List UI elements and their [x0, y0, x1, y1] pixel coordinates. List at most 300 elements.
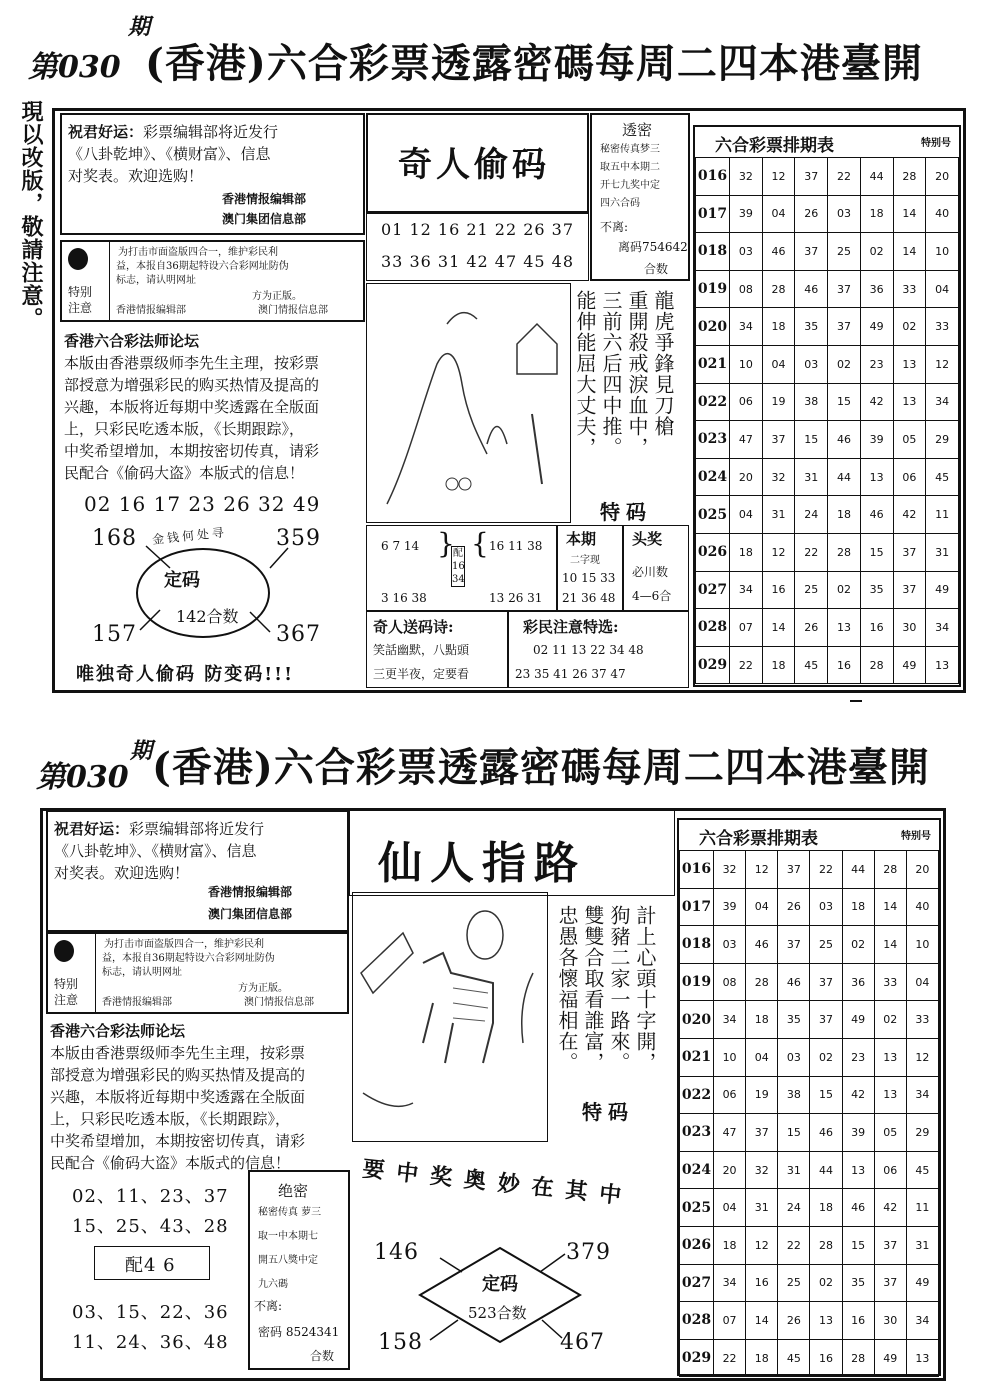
bracket-left-bottom: 3 16 38 — [381, 591, 427, 605]
schedule-cell: 35 — [795, 308, 828, 346]
schedule-cell: 18 — [762, 308, 795, 346]
bottom-notice-sign1: 香港情报编辑部 — [102, 997, 172, 1008]
this-period-box — [557, 525, 623, 611]
schedule-row-label: 021 — [696, 345, 730, 383]
schedule-cell: 23 — [842, 1038, 874, 1076]
schedule-row-label: 026 — [696, 533, 730, 571]
bottom-forum-line2: 部授意为增强彩民的购买热情及提高的 — [50, 1066, 306, 1084]
head-prize-title: 头奖 — [632, 530, 663, 548]
immortal-title-box — [349, 810, 675, 896]
schedule-cell: 24 — [795, 496, 828, 534]
schedule-cell: 29 — [906, 1114, 938, 1152]
forum-line4: 上，只彩民吃透本版，《长期跟踪》， — [64, 420, 305, 438]
schedule-cell: 49 — [860, 308, 893, 346]
group-row2: 15、25、43、28 — [72, 1216, 229, 1237]
issue-number: 第030 — [28, 50, 121, 85]
schedule-cell: 22 — [795, 533, 828, 571]
schedule-cell: 12 — [762, 158, 795, 196]
schedule-cell: 31 — [795, 458, 828, 496]
schedule-cell: 33 — [893, 270, 926, 308]
schedule-cell: 32 — [746, 1151, 778, 1189]
schedule-cell: 47 — [730, 421, 763, 459]
schedule-cell: 04 — [746, 888, 778, 926]
schedule-cell: 18 — [860, 195, 893, 233]
schedule-cell: 18 — [730, 533, 763, 571]
schedule-cell: 07 — [714, 1302, 746, 1340]
notice-text3: 标志，请认明网址 — [116, 275, 196, 286]
schedule-cell: 37 — [893, 533, 926, 571]
schedule-row — [680, 888, 939, 926]
schedule-cell: 34 — [926, 609, 959, 647]
schedule-row — [696, 609, 959, 647]
schedule-cell: 10 — [730, 345, 763, 383]
schedule-row-label: 022 — [680, 1076, 714, 1114]
schedule-cell: 10 — [926, 233, 959, 271]
thief-numbers-box — [366, 213, 589, 281]
top-fixed-br: 367 — [276, 622, 321, 647]
schedule-row — [680, 851, 939, 889]
schedule-row — [680, 1302, 939, 1340]
bottom-fixed-sum: 523合数 — [468, 1304, 527, 1322]
schedule-cell: 05 — [893, 421, 926, 459]
schedule-cell: 12 — [906, 1038, 938, 1076]
greeting-text3: 对奖表。欢迎选购！ — [68, 167, 204, 185]
schedule-cell: 47 — [714, 1114, 746, 1152]
headline-title: (香港)六合彩票透露密碼每周二四本港臺開 — [145, 40, 923, 87]
schedule-cell: 44 — [828, 458, 861, 496]
schedule-cell: 13 — [828, 609, 861, 647]
forum-line6: 民配合《偷码大盗》本版式的信息！ — [64, 464, 305, 482]
thief-title-box — [366, 113, 589, 213]
schedule-cell: 31 — [762, 496, 795, 534]
schedule-cell: 42 — [874, 1189, 906, 1227]
greeting-box — [60, 113, 365, 235]
schedule-cell: 26 — [778, 1302, 810, 1340]
bracket-right-bottom: 13 26 31 — [489, 591, 543, 605]
bottom-poem-col2: 狗豬二家一路來。 — [607, 905, 631, 1073]
schedule-cell: 20 — [906, 851, 938, 889]
schedule-cell: 14 — [874, 926, 906, 964]
schedule-cell: 37 — [795, 233, 828, 271]
greeting-text1: 彩票编辑部将近发行 — [143, 123, 279, 141]
top-schedule-tag: 特别号 — [921, 138, 951, 149]
bottom-secret-line3: 開五八獎中定 — [258, 1255, 318, 1266]
schedule-cell: 34 — [906, 1302, 938, 1340]
schedule-cell: 15 — [842, 1226, 874, 1264]
forum-line1: 本版由香港票级师李先生主理，按彩票 — [64, 354, 320, 372]
schedule-cell: 38 — [778, 1076, 810, 1114]
bottom-secret-title: 绝密 — [278, 1182, 309, 1200]
schedule-row — [680, 963, 939, 1001]
top-footer-slogan: 唯独奇人偷码 防变码!!! — [76, 664, 294, 685]
greeting-sign2: 澳门集团信息部 — [222, 212, 307, 226]
top-number-line: 02 16 17 23 26 32 49 — [84, 492, 321, 516]
bottom-special-label: 特码 — [582, 1100, 634, 1124]
this-period-row1: 10 15 33 — [562, 571, 616, 585]
schedule-cell: 05 — [874, 1114, 906, 1152]
schedule-cell: 37 — [810, 1001, 842, 1039]
schedule-cell: 06 — [714, 1076, 746, 1114]
schedule-cell: 34 — [714, 1264, 746, 1302]
schedule-row-label: 020 — [696, 308, 730, 346]
bottom-forum-title: 香港六合彩法师论坛 — [50, 1022, 186, 1040]
schedule-cell: 34 — [926, 383, 959, 421]
schedule-row-label: 016 — [680, 851, 714, 889]
schedule-cell: 42 — [893, 496, 926, 534]
bottom-secret-sum: 合数 — [310, 1349, 335, 1363]
schedule-cell: 04 — [926, 270, 959, 308]
schedule-cell: 26 — [795, 609, 828, 647]
schedule-row — [680, 1226, 939, 1264]
schedule-cell: 28 — [893, 158, 926, 196]
bottom-notice-sign2: 澳门情报信息部 — [244, 997, 314, 1008]
schedule-cell: 28 — [828, 533, 861, 571]
secret-line1: 秘密传真梦三 — [600, 144, 660, 155]
schedule-cell: 33 — [906, 1001, 938, 1039]
poem-send-title: 奇人送码诗: — [373, 618, 454, 636]
secret-box-top — [590, 113, 690, 281]
schedule-cell: 03 — [795, 345, 828, 383]
schedule-cell: 02 — [828, 571, 861, 609]
schedule-row — [696, 646, 959, 684]
notice-text2: 益，本报自36期起特设六合彩网址防伪 — [116, 261, 289, 272]
schedule-cell: 13 — [926, 646, 959, 684]
bottom-notice-text2: 益，本报自36期起特设六合彩网址防伪 — [102, 953, 275, 964]
schedule-row — [696, 383, 959, 421]
schedule-cell: 13 — [893, 345, 926, 383]
bottom-greeting-sign1: 香港情报编辑部 — [208, 885, 293, 899]
schedule-cell: 39 — [860, 421, 893, 459]
thief-title: 奇人偷码 — [398, 145, 550, 185]
schedule-row-label: 023 — [680, 1114, 714, 1152]
schedule-cell: 16 — [762, 571, 795, 609]
bracket-left-top: 6 7 14 — [381, 539, 420, 553]
schedule-cell: 36 — [860, 270, 893, 308]
schedule-row-label: 016 — [696, 158, 730, 196]
top-fixed-arrows — [110, 540, 300, 640]
schedule-cell: 40 — [926, 195, 959, 233]
head-prize-row1: 必川数 — [632, 565, 669, 579]
schedule-cell: 18 — [746, 1001, 778, 1039]
top-fixed-tl: 168 — [92, 526, 137, 551]
schedule-cell: 12 — [746, 1226, 778, 1264]
bracket-right-top: 16 11 38 — [489, 539, 543, 553]
schedule-cell: 35 — [860, 571, 893, 609]
schedule-cell: 34 — [906, 1076, 938, 1114]
schedule-row-label: 024 — [680, 1151, 714, 1189]
schedule-cell: 33 — [874, 963, 906, 1001]
schedule-cell: 46 — [828, 421, 861, 459]
schedule-row-label: 027 — [696, 571, 730, 609]
schedule-row-label: 018 — [696, 233, 730, 271]
greeting-lead: 祝君好运： — [68, 123, 144, 141]
bottom-notice-text4: 方为正版。 — [238, 983, 288, 994]
bracket-mid: 配16 34 — [452, 548, 465, 585]
top-poem — [572, 290, 676, 490]
schedule-cell: 10 — [714, 1038, 746, 1076]
schedule-cell: 46 — [795, 270, 828, 308]
schedule-cell: 39 — [714, 888, 746, 926]
bottom-fixed-tl: 146 — [374, 1240, 419, 1265]
forum-line2: 部授意为增强彩民的购买热情及提高的 — [64, 376, 320, 394]
bottom-arc-slogan: 要中奖奥妙在其中 — [361, 1155, 635, 1211]
schedule-cell: 16 — [810, 1339, 842, 1377]
attention-box — [508, 611, 689, 688]
issue-period-mark: 期 — [128, 14, 151, 40]
schedule-row — [696, 195, 959, 233]
schedule-cell: 15 — [828, 383, 861, 421]
bottom-bomb-icon — [54, 940, 74, 962]
schedule-cell: 36 — [842, 963, 874, 1001]
bottom-notice-text1: 为打击市面盗版四合一，维护彩民利 — [104, 939, 264, 950]
schedule-row-label: 024 — [696, 458, 730, 496]
secret-line4: 四六合码 — [600, 198, 640, 209]
notice-box — [60, 240, 365, 322]
top-special-label: 特码 — [600, 500, 652, 524]
schedule-cell: 32 — [714, 851, 746, 889]
schedule-cell: 20 — [926, 158, 959, 196]
schedule-row-label: 018 — [680, 926, 714, 964]
schedule-cell: 06 — [730, 383, 763, 421]
bottom-schedule-tag: 特别号 — [901, 831, 931, 842]
bottom-forum-line4: 上，只彩民吃透本版，《长期跟踪》， — [50, 1110, 291, 1128]
schedule-cell: 02 — [828, 345, 861, 383]
bracket-left-brace: } — [437, 527, 455, 560]
notice-label-cell — [62, 242, 110, 320]
schedule-cell: 04 — [714, 1189, 746, 1227]
top-poem-col2: 重開殺戒淚血中， — [625, 290, 649, 458]
schedule-cell: 13 — [906, 1339, 938, 1377]
schedule-row — [696, 270, 959, 308]
schedule-cell: 20 — [730, 458, 763, 496]
schedule-cell: 25 — [795, 571, 828, 609]
schedule-row — [680, 1001, 939, 1039]
schedule-cell: 49 — [906, 1264, 938, 1302]
schedule-cell: 39 — [730, 195, 763, 233]
schedule-cell: 34 — [730, 308, 763, 346]
top-poem-col4: 能伸能屈大丈夫， — [573, 290, 597, 458]
schedule-cell: 15 — [778, 1114, 810, 1152]
bottom-notice-label1: 特别 — [54, 977, 79, 991]
schedule-cell: 18 — [810, 1189, 842, 1227]
schedule-row-label: 017 — [696, 195, 730, 233]
schedule-cell: 28 — [762, 270, 795, 308]
schedule-cell: 45 — [906, 1151, 938, 1189]
bottom-issue-period-mark: 期 — [130, 738, 153, 764]
schedule-cell: 44 — [810, 1151, 842, 1189]
greeting-text2: 《八卦乾坤》、《横财富》、信息 — [68, 145, 271, 163]
schedule-cell: 02 — [874, 1001, 906, 1039]
schedule-row-label: 019 — [696, 270, 730, 308]
top-schedule-title: 六合彩票排期表 — [715, 136, 834, 156]
bottom-poem-col1: 計上心頭十字開， — [633, 905, 657, 1073]
schedule-cell: 31 — [746, 1189, 778, 1227]
schedule-cell: 49 — [893, 646, 926, 684]
schedule-cell: 12 — [746, 851, 778, 889]
schedule-cell: 11 — [926, 496, 959, 534]
top-poem-col1: 龍虎爭鋒見刀槍 — [651, 290, 675, 437]
schedule-row-label: 027 — [680, 1264, 714, 1302]
schedule-cell: 25 — [810, 926, 842, 964]
schedule-cell: 46 — [746, 926, 778, 964]
bottom-greeting-box — [46, 810, 349, 932]
schedule-cell: 46 — [860, 496, 893, 534]
immortal-title: 仙人指路 — [378, 838, 586, 889]
schedule-cell: 18 — [762, 646, 795, 684]
notice-text4: 方为正版。 — [252, 291, 302, 302]
schedule-cell: 13 — [842, 1151, 874, 1189]
schedule-cell: 37 — [874, 1264, 906, 1302]
notice-sign2: 澳门情报信息部 — [258, 305, 328, 316]
top-fixed-arc: 金钱何处寻 — [151, 525, 228, 547]
schedule-cell: 30 — [874, 1302, 906, 1340]
schedule-row — [696, 458, 959, 496]
schedule-cell: 08 — [730, 270, 763, 308]
schedule-cell: 33 — [926, 308, 959, 346]
bottom-schedule-table — [679, 850, 939, 1377]
schedule-cell: 10 — [906, 926, 938, 964]
secret-noleave: 不离: — [600, 220, 629, 234]
schedule-cell: 22 — [828, 158, 861, 196]
schedule-cell: 44 — [842, 851, 874, 889]
schedule-cell: 13 — [874, 1076, 906, 1114]
schedule-cell: 18 — [842, 888, 874, 926]
bottom-forum-line1: 本版由香港票级师李先生主理，按彩票 — [50, 1044, 306, 1062]
schedule-row — [680, 1189, 939, 1227]
schedule-cell: 31 — [906, 1226, 938, 1264]
schedule-row-label: 020 — [680, 1001, 714, 1039]
schedule-cell: 40 — [906, 888, 938, 926]
schedule-cell: 28 — [842, 1339, 874, 1377]
bottom-fixed-tr: 379 — [566, 1240, 611, 1265]
schedule-row-label: 021 — [680, 1038, 714, 1076]
schedule-cell: 03 — [810, 888, 842, 926]
schedule-row-label: 017 — [680, 888, 714, 926]
group-pair: 配4 6 — [125, 1255, 176, 1276]
group-row1: 02、11、23、37 — [72, 1186, 229, 1207]
schedule-cell: 30 — [893, 609, 926, 647]
attention-row1: 02 11 13 22 34 48 — [533, 643, 644, 657]
schedule-row — [680, 1038, 939, 1076]
schedule-cell: 02 — [893, 308, 926, 346]
schedule-cell: 39 — [842, 1114, 874, 1152]
bottom-poem-col4: 忠愚各懷福相在。 — [555, 905, 579, 1073]
top-poem-col3: 三前六后四中推。 — [599, 290, 623, 458]
schedule-cell: 12 — [762, 533, 795, 571]
goat-sketch-icon — [353, 893, 547, 1141]
schedule-cell: 02 — [860, 233, 893, 271]
schedule-cell: 37 — [778, 926, 810, 964]
head-prize-box — [623, 525, 689, 611]
schedule-cell: 16 — [828, 646, 861, 684]
bomb-icon — [68, 248, 88, 270]
bottom-notice-text3: 标志，请认明网址 — [102, 967, 182, 978]
schedule-cell: 03 — [730, 233, 763, 271]
schedule-cell: 16 — [842, 1302, 874, 1340]
schedule-cell: 06 — [874, 1151, 906, 1189]
secret-code: 离码754642 — [618, 240, 688, 254]
schedule-row — [696, 308, 959, 346]
bottom-fixed-label: 定码 — [482, 1274, 518, 1295]
schedule-cell: 49 — [926, 571, 959, 609]
schedule-cell: 19 — [746, 1076, 778, 1114]
top-illustration — [366, 283, 571, 523]
schedule-row-label: 023 — [696, 421, 730, 459]
bottom-issue-number: 第030 — [36, 760, 129, 795]
bottom-forum-line6: 民配合《偷码大盗》本版式的信息！ — [50, 1154, 291, 1172]
thief-row2: 33 36 31 42 47 45 48 — [381, 252, 575, 271]
side-note: 現以改版，敬請注意。 — [18, 100, 44, 330]
schedule-cell: 24 — [778, 1189, 810, 1227]
schedule-cell: 32 — [762, 458, 795, 496]
schedule-cell: 46 — [778, 963, 810, 1001]
bottom-greeting-text3: 对奖表。欢迎选购！ — [54, 864, 190, 882]
schedule-row — [696, 571, 959, 609]
schedule-cell: 04 — [746, 1038, 778, 1076]
top-fixed-sum: 142合数 — [176, 607, 239, 626]
bottom-greeting-lead: 祝君好运： — [54, 820, 130, 838]
forum-line3: 兴趣，本版将近每期中奖透露在全版面 — [64, 398, 320, 416]
group-row3: 03、15、22、36 — [72, 1302, 229, 1323]
schedule-cell: 45 — [778, 1339, 810, 1377]
schedule-cell: 18 — [714, 1226, 746, 1264]
schedule-cell: 31 — [778, 1151, 810, 1189]
schedule-cell: 03 — [828, 195, 861, 233]
schedule-cell: 45 — [926, 458, 959, 496]
schedule-row-label: 022 — [696, 383, 730, 421]
bottom-notice-box — [46, 932, 349, 1014]
schedule-cell: 23 — [860, 345, 893, 383]
schedule-row — [696, 158, 959, 196]
this-period-row2: 21 36 48 — [562, 591, 616, 605]
schedule-row-label: 025 — [680, 1189, 714, 1227]
schedule-cell: 38 — [795, 383, 828, 421]
schedule-cell: 15 — [795, 421, 828, 459]
schedule-cell: 16 — [860, 609, 893, 647]
schedule-cell: 25 — [778, 1264, 810, 1302]
secret-sum: 合数 — [644, 262, 669, 276]
schedule-row — [680, 1114, 939, 1152]
bottom-secret-noleave: 不离: — [254, 1299, 283, 1313]
schedule-cell: 22 — [778, 1226, 810, 1264]
schedule-cell: 18 — [746, 1339, 778, 1377]
secret-line2: 取五中本期二 — [600, 162, 660, 173]
schedule-cell: 31 — [926, 533, 959, 571]
schedule-cell: 14 — [893, 195, 926, 233]
schedule-cell: 34 — [730, 571, 763, 609]
schedule-row — [680, 1151, 939, 1189]
schedule-row — [696, 345, 959, 383]
schedule-cell: 46 — [762, 233, 795, 271]
schedule-cell: 19 — [762, 383, 795, 421]
bottom-schedule — [677, 818, 941, 1376]
schedule-cell: 29 — [926, 421, 959, 459]
schedule-cell: 13 — [860, 458, 893, 496]
schedule-cell: 15 — [810, 1076, 842, 1114]
schedule-row-label: 019 — [680, 963, 714, 1001]
schedule-cell: 11 — [906, 1189, 938, 1227]
schedule-cell: 44 — [860, 158, 893, 196]
schedule-cell: 13 — [874, 1038, 906, 1076]
notice-text1: 为打击市面盗版四合一，维护彩民利 — [118, 247, 278, 258]
top-schedule — [693, 125, 961, 687]
bottom-notice-label-cell — [48, 934, 96, 1012]
schedule-cell: 28 — [874, 851, 906, 889]
schedule-row-label: 028 — [696, 609, 730, 647]
schedule-cell: 37 — [746, 1114, 778, 1152]
schedule-cell: 03 — [778, 1038, 810, 1076]
schedule-cell: 04 — [762, 345, 795, 383]
